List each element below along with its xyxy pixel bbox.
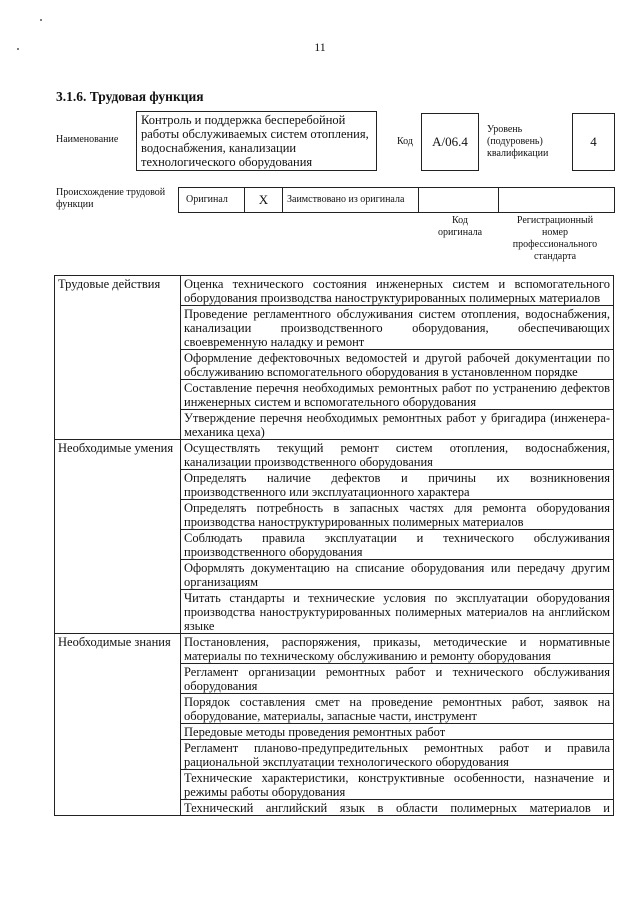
table-cell: Проведение регламентного обслуживания систем отопления, водоснабжения, канализации производственного оборудования, обеспечивающих своевременную наладку и ремонт — [181, 306, 614, 350]
table-row — [55, 634, 614, 664]
table-cell: Составление перечня необходимых ремонтных работ по устранению дефектов инженерных систем и вспомогательного оборудования — [181, 380, 614, 410]
table-cell: Осуществлять текущий ремонт систем отопления, водоснабжения, канализации производственного оборудования — [181, 440, 614, 470]
borrowed-label: Заимствовано из оригинала — [287, 194, 405, 205]
origin-row — [178, 187, 615, 213]
original-mark: X — [258, 192, 269, 207]
table-cell: Технические характеристики, конструктивные особенности, назначение и режимы работы оборудования — [181, 770, 614, 800]
table-cell: Порядок составления смет на проведение ремонтных работ, заявок на оборудование, материалы, запасные части, инструмент — [181, 694, 614, 724]
page-number: 11 — [314, 40, 326, 54]
original-label-cell — [179, 188, 245, 212]
original-code-cell — [419, 188, 499, 212]
code-value-box — [421, 113, 479, 171]
table-cell: Постановления, распоряжения, приказы, методические и нормативные материалы по техническому обслуживанию и ремонту оборудования — [181, 634, 614, 664]
table-row — [55, 276, 614, 306]
table-cell: Технический английский язык в области полимерных материалов и — [181, 800, 614, 816]
table-cell: Оформление дефектовочных ведомостей и другой рабочей документации по обслуживанию вспомогательного оборудования в установленном порядке — [181, 350, 614, 380]
code-caption: Код оригинала — [437, 215, 483, 238]
table-cell: Определять потребность в запасных частях для ремонта оборудования производства наноструктурированных полимерных материалов — [181, 500, 614, 530]
scan-dot — [40, 19, 42, 21]
name-label: Наименование — [56, 134, 119, 145]
name-value-box — [136, 111, 377, 171]
table-cell: Соблюдать правила эксплуатации и технического обслуживания производственного оборудования — [181, 530, 614, 560]
section-title-skills: Необходимые умения — [55, 440, 181, 634]
level-label: Уровень (подуровень) квалификации — [487, 124, 549, 159]
table-cell: Регламент организации ремонтных работ и технического обслуживания оборудования — [181, 664, 614, 694]
name-value: Контроль и поддержка бесперебойной работы обслуживаемых систем отопления, водоснабжения, канализации технологического оборудования — [141, 113, 369, 169]
table-row — [55, 440, 614, 470]
function-table — [54, 275, 614, 816]
code-label: Код — [397, 136, 413, 147]
table-cell: Оценка технического состояния инженерных систем и вспомогательного оборудования производства наноструктурированных полимерных материалов — [181, 276, 614, 306]
table-cell: Читать стандарты и технические условия по эксплуатации оборудования производства наноструктурированных полимерных материалов на английском языке — [181, 590, 614, 634]
table-cell: Передовые методы проведения ремонтных работ — [181, 724, 614, 740]
table-cell: Оформлять документацию на списание оборудования или передачу другим организациям — [181, 560, 614, 590]
section-title-actions: Трудовые действия — [55, 276, 181, 440]
table-cell: Определять наличие дефектов и причины их возникновения производственного или эксплуатационного характера — [181, 470, 614, 500]
code-value: A/06.4 — [432, 134, 468, 149]
original-mark-cell — [245, 188, 283, 212]
level-value: 4 — [590, 134, 597, 149]
section-title: 3.1.6. Трудовая функция — [56, 89, 204, 104]
origin-label: Происхождение трудовой функции — [56, 187, 166, 210]
borrowed-label-cell — [283, 188, 419, 212]
section-title-knowledge: Необходимые знания — [55, 634, 181, 816]
table-cell: Утверждение перечня необходимых ремонтных работ у бригадира (инженера-механика цеха) — [181, 410, 614, 440]
original-label: Оригинал — [186, 194, 228, 205]
level-value-box — [572, 113, 615, 171]
table-cell: Регламент планово-предупредительных ремонтных работ и правила рациональной эксплуатации технологического оборудования — [181, 740, 614, 770]
reg-caption: Регистрационный номер профессионального стандарта — [512, 215, 598, 262]
